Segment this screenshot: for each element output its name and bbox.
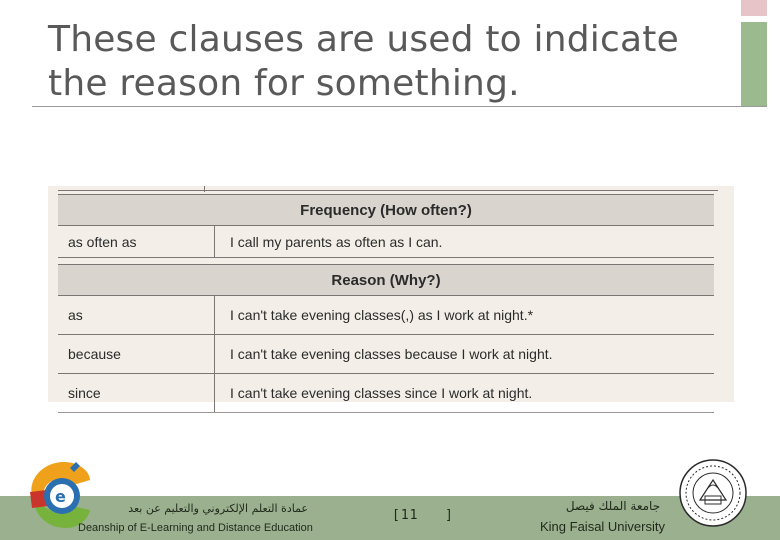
reason-header: Reason (Why?) <box>58 265 714 296</box>
university-seal-icon <box>678 458 748 528</box>
table-row <box>58 374 714 413</box>
table-row <box>58 335 714 374</box>
table-section-header <box>58 195 714 226</box>
footer-deanship-arabic: عمادة التعلم الإلكتروني والتعليم عن بعد <box>128 502 308 515</box>
example-cell: I can't take evening classes(,) as I work at night.* <box>215 296 715 335</box>
grammar-table-image <box>48 186 734 402</box>
accent-bar-pink <box>741 0 767 16</box>
term-cell: because <box>58 335 215 374</box>
scan-edge <box>58 190 718 191</box>
table-spacer <box>58 258 714 265</box>
table-row <box>58 226 714 258</box>
svg-text:e: e <box>55 487 66 506</box>
example-cell: I call my parents as often as I can. <box>215 226 715 258</box>
term-cell: as <box>58 296 215 335</box>
table-row <box>58 296 714 335</box>
accent-bar-green <box>741 22 767 106</box>
footer-university-arabic: جامعة الملك فيصل <box>565 499 661 513</box>
scan-tick <box>204 186 205 192</box>
term-cell: since <box>58 374 215 413</box>
slide-title: These clauses are used to indicate the reason for something. <box>48 19 679 104</box>
e-learning-logo-icon <box>24 456 94 532</box>
clauses-table <box>58 194 714 413</box>
footer-deanship-english: Deanship of E-Learning and Distance Education <box>78 522 313 534</box>
footer-university-english: King Faisal University <box>540 519 665 534</box>
term-cell: as often as <box>58 226 215 258</box>
example-cell: I can't take evening classes since I work at night. <box>215 374 715 413</box>
page-number: [11 ] <box>392 508 454 523</box>
table-section-header <box>58 265 714 296</box>
frequency-header: Frequency (How often?) <box>58 195 714 226</box>
example-cell: I can't take evening classes because I work at night. <box>215 335 715 374</box>
page-number-value: 11 <box>400 508 419 523</box>
title-divider <box>32 106 767 107</box>
